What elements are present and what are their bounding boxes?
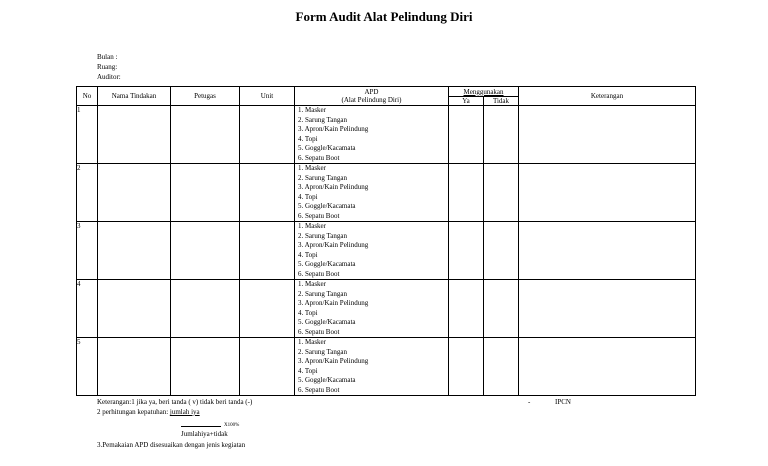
keterangan-cell[interactable]: [519, 222, 696, 280]
footer-keterangan-2: [97, 408, 200, 416]
apd-list-cell: [295, 164, 449, 222]
footer-denominator: Jumlahiya+tidak: [181, 430, 228, 438]
ya-cell[interactable]: [449, 222, 484, 280]
apd-list-item: 1. Masker: [298, 338, 326, 346]
keterangan-cell[interactable]: [519, 338, 696, 396]
petugas-cell[interactable]: [171, 338, 240, 396]
petugas-cell[interactable]: [171, 222, 240, 280]
tidak-cell[interactable]: [484, 106, 519, 164]
header-tidak: Tidak: [484, 97, 519, 106]
petugas-cell[interactable]: [171, 280, 240, 338]
nama-tindakan-cell[interactable]: [98, 222, 171, 280]
row-number: 5: [77, 338, 98, 396]
footer-keterangan-2-prefix: 2 perhitungan kepatuhan:: [97, 408, 170, 416]
header-keterangan: Keterangan: [519, 87, 696, 106]
apd-list-item: 1. Masker: [298, 280, 326, 288]
table-row: [77, 280, 696, 338]
nama-tindakan-cell[interactable]: [98, 106, 171, 164]
apd-list-item: 5. Goggle/Kacamata: [298, 376, 356, 384]
form-meta: [97, 52, 121, 82]
keterangan-cell[interactable]: [519, 164, 696, 222]
header-menggunakan: [449, 87, 519, 97]
apd-list-item: 1. Masker: [298, 222, 326, 230]
header-no: No: [77, 87, 98, 106]
row-number: 4: [77, 280, 98, 338]
apd-list-item: 4. Topi: [298, 308, 318, 317]
apd-list-item: 3. Apron/Kain Pelindung: [298, 357, 369, 365]
table-row: [77, 222, 696, 280]
apd-list-item: 5. Goggle/Kacamata: [298, 260, 356, 268]
row-number: 3: [77, 222, 98, 280]
apd-list-item: 5. Goggle/Kacamata: [298, 202, 356, 210]
petugas-cell[interactable]: [171, 164, 240, 222]
bulan-label: Bulan :: [97, 53, 118, 61]
ya-cell[interactable]: [449, 164, 484, 222]
row-number: 2: [77, 164, 98, 222]
apd-list: [295, 164, 448, 221]
header-unit: Unit: [240, 87, 295, 106]
footer-keterangan-1: Keterangan:1 jika ya, beri tanda ( v) tidak beri tanda (-): [97, 398, 253, 406]
apd-list: [295, 106, 448, 163]
apd-list-item: 3. Apron/Kain Pelindung: [298, 241, 369, 249]
apd-list-item: 2. Sarung Tangan: [298, 115, 347, 124]
tidak-cell[interactable]: [484, 280, 519, 338]
apd-list: [295, 222, 448, 279]
apd-list-item: 6. Sepatu Boot: [298, 153, 340, 162]
apd-list-item: 5. Goggle/Kacamata: [298, 318, 356, 326]
apd-list-item: 3. Apron/Kain Pelindung: [298, 125, 369, 133]
nama-tindakan-cell[interactable]: [98, 164, 171, 222]
apd-list-item: 4. Topi: [298, 192, 318, 201]
header-menggunakan-label: Menggunakan: [463, 87, 504, 96]
header-apd-subtitle: (Alat Pelindung Diri): [341, 96, 402, 104]
row-number: 1: [77, 106, 98, 164]
unit-cell[interactable]: [240, 106, 295, 164]
footer-ipcn: IPCN: [555, 398, 571, 406]
ya-cell[interactable]: [449, 280, 484, 338]
apd-list-item: 6. Sepatu Boot: [298, 211, 340, 220]
audit-table: [76, 86, 696, 396]
ya-cell[interactable]: [449, 338, 484, 396]
header-apd-title: APD: [364, 88, 379, 96]
apd-list-item: 6. Sepatu Boot: [298, 385, 340, 394]
header-apd: [295, 87, 449, 106]
keterangan-cell[interactable]: [519, 280, 696, 338]
auditor-label: Auditor:: [97, 73, 121, 81]
apd-list-cell: [295, 338, 449, 396]
fraction-line: [181, 426, 221, 427]
apd-list-cell: [295, 222, 449, 280]
audit-table-body: [77, 106, 696, 396]
footer-numerator: jumlah iya: [169, 408, 200, 416]
table-row: [77, 106, 696, 164]
header-ya: Ya: [449, 97, 484, 106]
tidak-cell[interactable]: [484, 164, 519, 222]
apd-list-item: 5. Goggle/Kacamata: [298, 144, 356, 152]
apd-list-item: 1. Masker: [298, 164, 326, 172]
petugas-cell[interactable]: [171, 106, 240, 164]
apd-list: [295, 338, 448, 395]
nama-tindakan-cell[interactable]: [98, 280, 171, 338]
header-petugas: Petugas: [171, 87, 240, 106]
table-row: [77, 338, 696, 396]
apd-list-cell: [295, 280, 449, 338]
header-nama-tindakan: Nama Tindakan: [98, 87, 171, 106]
apd-list-item: 2. Sarung Tangan: [298, 173, 347, 182]
apd-list-item: 2. Sarung Tangan: [298, 347, 347, 356]
ya-cell[interactable]: [449, 106, 484, 164]
apd-list-item: 4. Topi: [298, 366, 318, 375]
apd-list-item: 3. Apron/Kain Pelindung: [298, 299, 369, 307]
footer-keterangan-3: 3.Pemakaian APD disesuaikan dengan jenis kegiatan: [97, 441, 246, 449]
apd-list-item: 2. Sarung Tangan: [298, 289, 347, 298]
footer-dot: -: [528, 398, 531, 406]
unit-cell[interactable]: [240, 280, 295, 338]
apd-list: [295, 280, 448, 337]
apd-list-cell: [295, 106, 449, 164]
unit-cell[interactable]: [240, 164, 295, 222]
table-row: [77, 164, 696, 222]
apd-list-item: 4. Topi: [298, 250, 318, 259]
tidak-cell[interactable]: [484, 338, 519, 396]
footer-multiplier: X100%: [224, 423, 240, 428]
unit-cell[interactable]: [240, 222, 295, 280]
keterangan-cell[interactable]: [519, 106, 696, 164]
apd-list-item: 6. Sepatu Boot: [298, 327, 340, 336]
apd-list-item: 1. Masker: [298, 106, 326, 114]
unit-cell[interactable]: [240, 338, 295, 396]
apd-list-item: 6. Sepatu Boot: [298, 269, 340, 278]
apd-list-item: 2. Sarung Tangan: [298, 231, 347, 240]
apd-list-item: 4. Topi: [298, 134, 318, 143]
apd-list-item: 3. Apron/Kain Pelindung: [298, 183, 369, 191]
nama-tindakan-cell[interactable]: [98, 338, 171, 396]
form-title: Form Audit Alat Pelindung Diri: [295, 9, 473, 24]
tidak-cell[interactable]: [484, 222, 519, 280]
ruang-label: Ruang:: [97, 63, 118, 71]
